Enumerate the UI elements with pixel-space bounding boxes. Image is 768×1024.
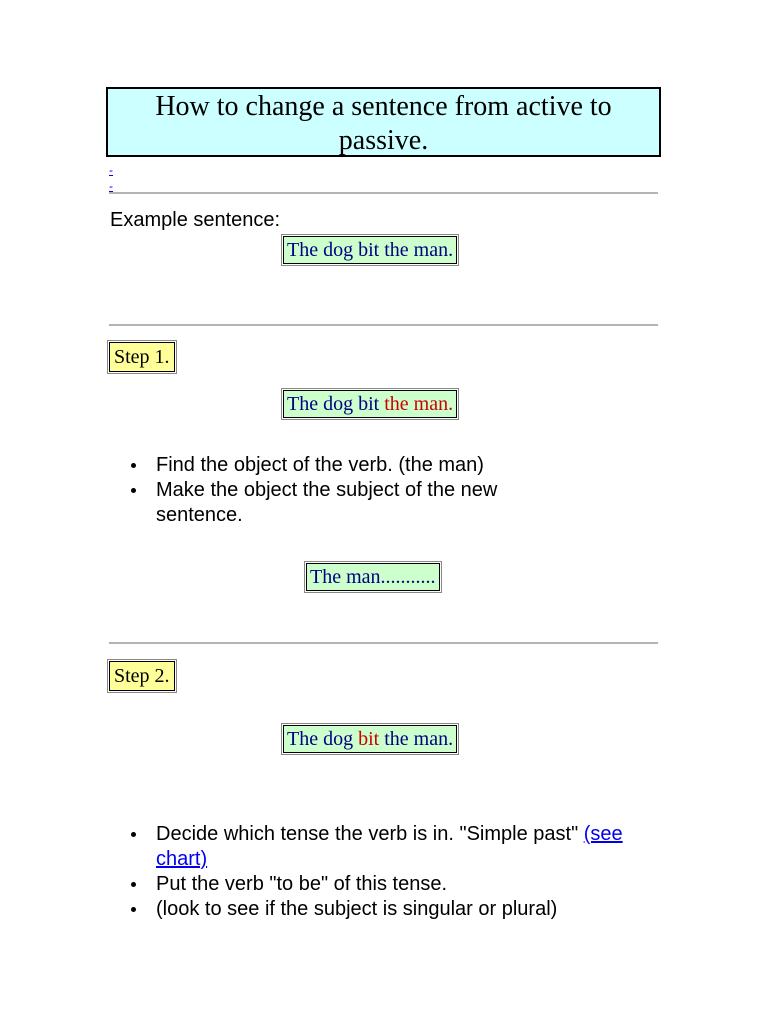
page-title: How to change a sentence from active to passive. bbox=[106, 87, 661, 157]
bullet-icon bbox=[131, 488, 136, 493]
bullet-icon bbox=[131, 463, 136, 468]
step-1-sentence bbox=[283, 390, 457, 418]
divider bbox=[109, 324, 658, 326]
list-item bbox=[109, 478, 579, 528]
example-sentence: The dog bit the man. bbox=[283, 236, 457, 264]
step-1-badge: Step 1. bbox=[109, 342, 175, 372]
step-1-instructions bbox=[109, 453, 579, 528]
list-item bbox=[109, 872, 649, 897]
list-item-text: (look to see if the subject is singular or plural) bbox=[156, 898, 558, 920]
see-chart-link[interactable]: (see chart) bbox=[156, 823, 623, 870]
sentence-text: The dog bit bbox=[287, 393, 385, 415]
list-item bbox=[109, 453, 579, 478]
anchor-link-2[interactable]: - bbox=[109, 179, 113, 193]
step-2-sentence bbox=[283, 725, 457, 753]
divider bbox=[109, 642, 658, 644]
sentence-text: the man. bbox=[379, 728, 454, 750]
example-label: Example sentence: bbox=[110, 209, 281, 231]
list-item-text: Find the object of the verb. (the man) bbox=[156, 454, 484, 476]
list-item-text: Put the verb "to be" of this tense. bbox=[156, 873, 448, 895]
list-item-text: Make the object the subject of the new sentence. bbox=[156, 479, 498, 526]
step-1-result: The man........... bbox=[306, 563, 440, 591]
list-item bbox=[109, 897, 649, 922]
divider bbox=[109, 192, 658, 194]
step-2-instructions bbox=[109, 822, 649, 922]
bullet-icon bbox=[131, 832, 136, 837]
object-highlight: the man. bbox=[384, 393, 454, 415]
list-item-text: Decide which tense the verb is in. "Simple past" bbox=[156, 823, 584, 845]
list-item bbox=[109, 822, 649, 872]
step-2-badge: Step 2. bbox=[109, 661, 175, 691]
verb-highlight: bit bbox=[358, 728, 380, 750]
bullet-icon bbox=[131, 882, 136, 887]
sentence-text: The dog bbox=[287, 728, 359, 750]
bullet-icon bbox=[131, 907, 136, 912]
anchor-link-1[interactable]: - bbox=[109, 163, 113, 177]
